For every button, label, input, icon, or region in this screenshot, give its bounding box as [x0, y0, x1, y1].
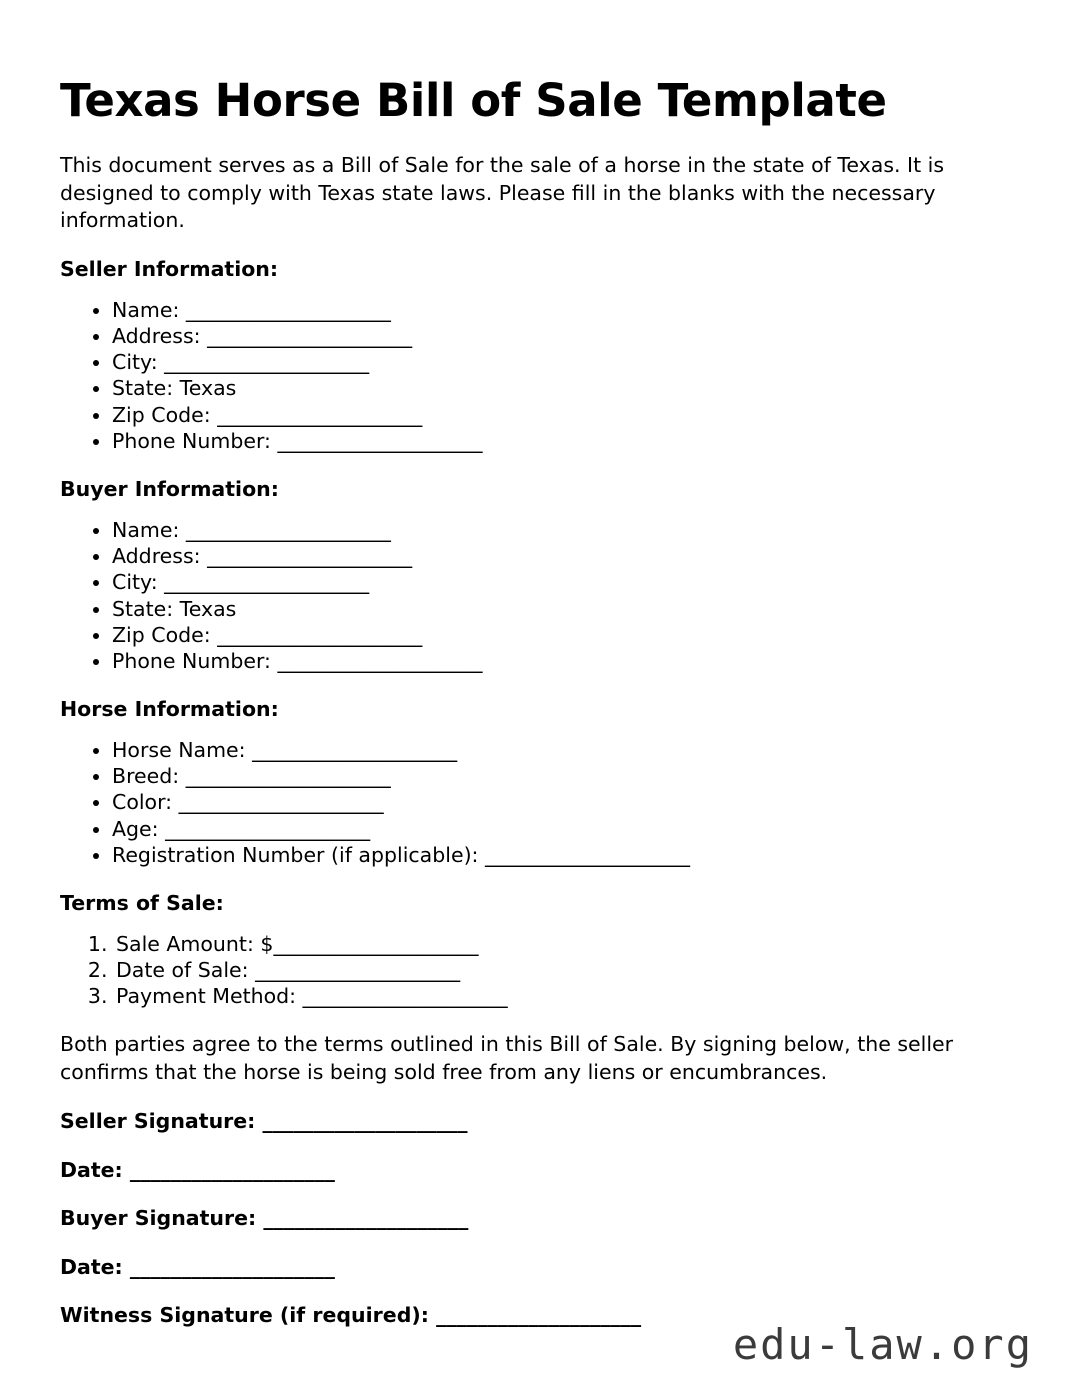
buyer-signature-line: [60, 1205, 1015, 1232]
list-item: [112, 763, 1015, 789]
signature-label: Seller Signature:: [60, 1108, 263, 1133]
signature-blank[interactable]: ____________________: [129, 1254, 335, 1279]
field-label: Sale Amount: $: [116, 931, 274, 956]
list-item: [112, 569, 1015, 595]
buyer-information-heading: Buyer Information:: [60, 477, 279, 502]
terms-of-sale-heading: Terms of Sale:: [60, 891, 224, 916]
field-blank[interactable]: ____________________: [164, 350, 370, 375]
field-label: Age:: [112, 816, 166, 841]
list-item: [112, 842, 1015, 868]
field-blank[interactable]: ____________________: [302, 984, 508, 1009]
list-item: [112, 789, 1015, 815]
field-blank[interactable]: ____________________: [185, 764, 391, 789]
field-label: State: Texas: [112, 376, 237, 401]
horse-information-list: [60, 737, 1015, 868]
signature-blank[interactable]: ____________________: [262, 1108, 468, 1133]
list-item: [112, 349, 1015, 375]
field-blank[interactable]: ____________________: [178, 790, 384, 815]
field-blank[interactable]: ____________________: [217, 622, 423, 647]
signature-blank[interactable]: ____________________: [263, 1206, 469, 1231]
signature-blank[interactable]: ____________________: [436, 1303, 642, 1328]
field-blank[interactable]: ____________________: [165, 816, 371, 841]
list-item: [112, 323, 1015, 349]
list-item: [112, 648, 1015, 674]
field-label: Color:: [112, 790, 179, 815]
signature-label: Buyer Signature:: [60, 1206, 264, 1231]
field-label: City:: [112, 350, 165, 375]
field-blank[interactable]: ____________________: [164, 570, 370, 595]
signature-label: Date:: [60, 1254, 130, 1279]
field-label: Payment Method:: [116, 984, 303, 1009]
field-blank[interactable]: ____________________: [277, 428, 483, 453]
seller-date-line: [60, 1157, 1015, 1184]
field-label: Address:: [112, 544, 208, 569]
field-label: Registration Number (if applicable):: [112, 842, 485, 867]
agreement-paragraph: Both parties agree to the terms outlined in this Bill of Sale. By signing below, the seller confirms that the horse is being sold free from any liens or encumbrances.: [60, 1032, 954, 1084]
field-label: Zip Code:: [112, 622, 218, 647]
page-title: Texas Horse Bill of Sale Template: [60, 74, 887, 127]
field-label: City:: [112, 570, 165, 595]
list-item: [112, 428, 1015, 454]
terms-of-sale-list: [60, 931, 1015, 1010]
buyer-date-line: [60, 1254, 1015, 1281]
field-label: Horse Name:: [112, 737, 253, 762]
field-label: Zip Code:: [112, 402, 218, 427]
list-item: [112, 375, 1015, 401]
field-label: Date of Sale:: [116, 957, 256, 982]
site-watermark: edu-law.org: [732, 1320, 1033, 1369]
field-label: Name:: [112, 297, 186, 322]
horse-information-heading: Horse Information:: [60, 697, 279, 722]
signature-label: Date:: [60, 1157, 130, 1182]
field-blank[interactable]: ____________________: [273, 931, 479, 956]
signature-blank[interactable]: ____________________: [129, 1157, 335, 1182]
seller-information-heading: Seller Information:: [60, 257, 279, 282]
list-item: [112, 297, 1015, 323]
seller-information-list: [60, 297, 1015, 454]
seller-signature-line: [60, 1108, 1015, 1135]
list-item: [112, 596, 1015, 622]
field-label: Breed:: [112, 764, 186, 789]
list-item: [114, 931, 1015, 957]
field-label: State: Texas: [112, 596, 237, 621]
field-blank[interactable]: ____________________: [207, 544, 413, 569]
list-item: [114, 983, 1015, 1009]
field-blank[interactable]: ____________________: [255, 957, 461, 982]
field-label: Address:: [112, 324, 208, 349]
list-item: [114, 957, 1015, 983]
field-label: Phone Number:: [112, 428, 278, 453]
field-label: Phone Number:: [112, 649, 278, 673]
signature-block: [60, 1108, 1015, 1329]
field-blank[interactable]: ____________________: [185, 517, 391, 542]
signature-label: Witness Signature (if required):: [60, 1303, 437, 1328]
field-blank[interactable]: ____________________: [252, 737, 458, 762]
list-item: [112, 543, 1015, 569]
intro-paragraph: This document serves as a Bill of Sale for the sale of a horse in the state of Texas. It is designed to comply with Texas state laws. Please fill in the blanks with the necessary information.: [60, 153, 945, 232]
list-item: [112, 517, 1015, 543]
field-blank[interactable]: ____________________: [207, 324, 413, 349]
field-label: Name:: [112, 517, 186, 542]
list-item: [112, 816, 1015, 842]
buyer-information-list: [60, 517, 1015, 674]
field-blank[interactable]: ____________________: [217, 402, 423, 427]
field-blank[interactable]: ____________________: [484, 842, 690, 867]
list-item: [112, 402, 1015, 428]
field-blank[interactable]: ____________________: [185, 297, 391, 322]
list-item: [112, 622, 1015, 648]
list-item: [112, 737, 1015, 763]
field-blank[interactable]: ____________________: [277, 649, 483, 673]
